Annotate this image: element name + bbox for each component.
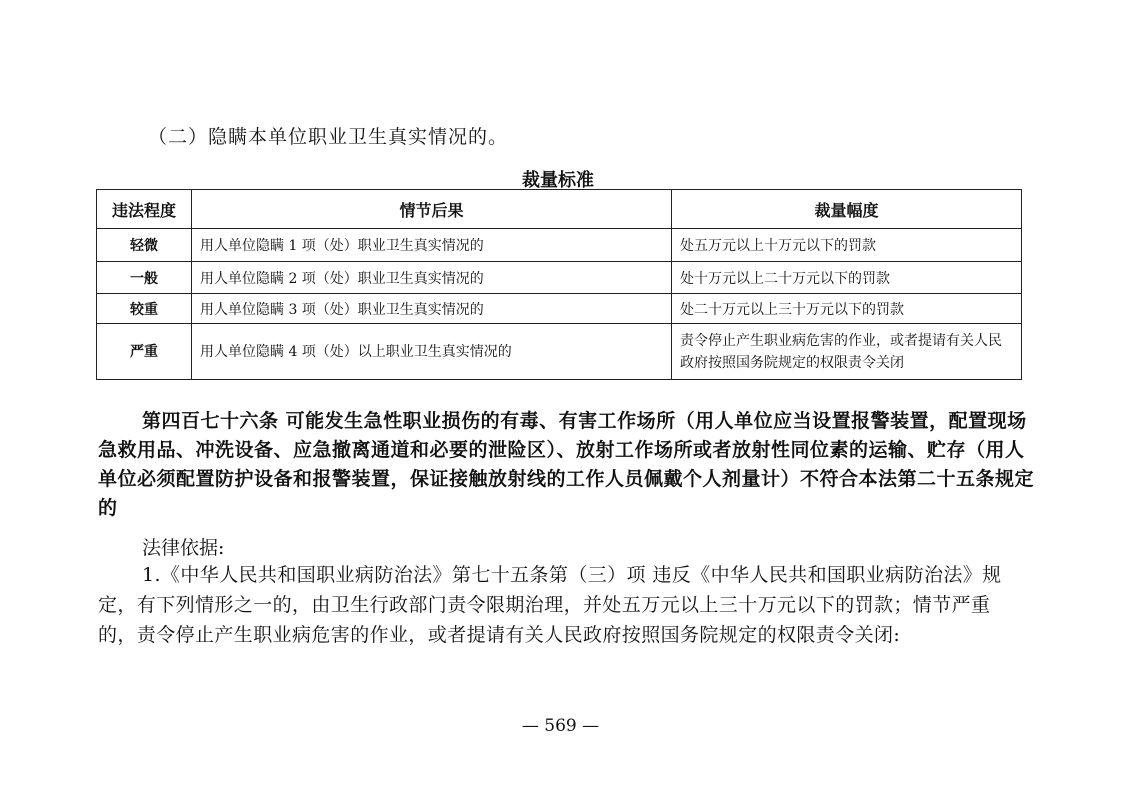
- level-cell: 一般: [97, 262, 192, 294]
- article-text: 第四百七十六条 可能发生急性职业损伤的有毒、有害工作场所（用人单位应当设置报警装置，配置现场急救用品、冲洗设备、应急撤离通道和必要的泄险区）、放射工作场所或者放射性同位素的运输、贮存（用人单位必须配置防护设备和报警装置，保证接触放射线的工作人员佩戴个人剂量计）不符合本法第二十五条规定的: [98, 410, 1035, 519]
- circumstance-cell: 用人单位隐瞒 1 项（处）职业卫生真实情况的: [192, 229, 672, 262]
- legal-basis-text: 1.《中华人民共和国职业病防治法》第七十五条第（三）项 违反《中华人民共和国职业病防治法》规定，有下列情形之一的，由卫生行政部门责令限期治理，并处五万元以上三十万元以下的罚款；情节严重的，责令停止产生职业病危害的作业，或者提请有关人民政府按照国务院规定的权限责令关闭:: [98, 564, 1002, 646]
- page-number: — 569 —: [521, 716, 600, 736]
- level-cell: 轻微: [97, 229, 192, 262]
- circumstance-cell: 用人单位隐瞒 2 项（处）职业卫生真实情况的: [192, 262, 672, 294]
- table-header-row: [97, 190, 1022, 229]
- table-row: [97, 262, 1022, 294]
- range-cell: 责令停止产生职业病危害的作业，或者提请有关人民政府按照国务院规定的权限责令关闭: [672, 324, 1022, 380]
- table-row: [97, 229, 1022, 262]
- table-title: 裁量标准: [522, 170, 594, 191]
- penalty-table: [96, 189, 1022, 380]
- header-level: 违法程度: [97, 190, 192, 229]
- item-line: （二）隐瞒本单位职业卫生真实情况的。: [148, 126, 509, 148]
- legal-basis-paragraph: [98, 560, 1028, 650]
- legal-basis-label: 法律依据:: [142, 537, 225, 559]
- header-range: 裁量幅度: [672, 190, 1022, 229]
- range-cell: 处五万元以上十万元以下的罚款: [672, 229, 1022, 262]
- article-paragraph: [98, 407, 1038, 523]
- table-row: [97, 324, 1022, 380]
- table-row: [97, 294, 1022, 324]
- circumstance-cell: 用人单位隐瞒 4 项（处）以上职业卫生真实情况的: [192, 324, 672, 380]
- level-cell: 较重: [97, 294, 192, 324]
- level-cell: 严重: [97, 324, 192, 380]
- range-cell: 处二十万元以上三十万元以下的罚款: [672, 294, 1022, 324]
- header-circumstance: 情节后果: [192, 190, 672, 229]
- circumstance-cell: 用人单位隐瞒 3 项（处）职业卫生真实情况的: [192, 294, 672, 324]
- range-cell: 处十万元以上二十万元以下的罚款: [672, 262, 1022, 294]
